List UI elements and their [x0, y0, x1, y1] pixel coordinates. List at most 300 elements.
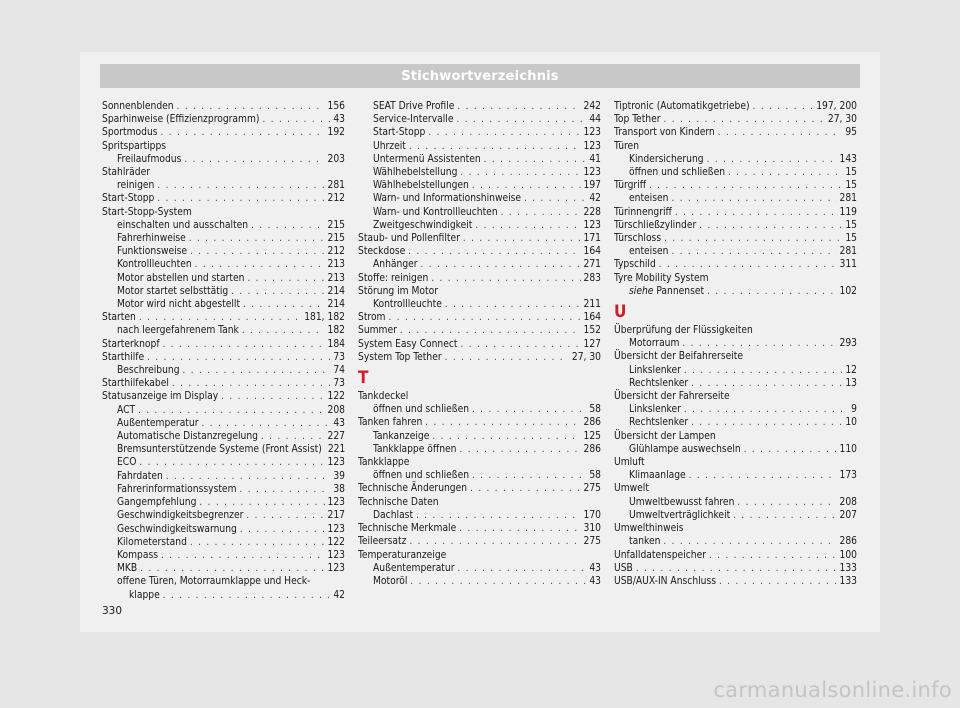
- index-term: Tanken fahren: [358, 417, 423, 429]
- dot-leader: [166, 470, 331, 483]
- dot-leader: [246, 509, 324, 522]
- index-entry: [614, 469, 857, 482]
- index-entry: [614, 272, 857, 285]
- index-term: Umwelthinweis: [614, 523, 684, 535]
- index-term: Freilaufmodus: [117, 153, 182, 165]
- page-reference: 42: [589, 193, 601, 205]
- index-term: Warn- und Kontrollleuchten: [373, 206, 498, 218]
- page-reference: 102: [839, 285, 857, 297]
- index-term: Staub- und Pollenfilter: [358, 233, 460, 245]
- dot-leader: [161, 549, 324, 562]
- index-entry: [614, 535, 857, 548]
- page-reference: 221: [327, 444, 346, 456]
- dot-leader: [432, 430, 580, 443]
- dot-leader: [699, 219, 842, 232]
- index-term: Außentemperatur: [117, 417, 199, 429]
- index-entry: [102, 285, 345, 298]
- index-term: Motoröl: [373, 575, 408, 587]
- dot-leader: [163, 338, 325, 351]
- page-reference: 73: [333, 351, 345, 363]
- page-reference: 310: [583, 523, 601, 535]
- index-entry: [614, 337, 857, 350]
- dot-leader: [461, 338, 581, 351]
- page-reference: 286: [839, 536, 857, 548]
- dot-leader: [457, 562, 586, 575]
- index-entry: [102, 549, 345, 562]
- index-entry: [614, 179, 857, 192]
- dot-leader: [472, 469, 586, 482]
- index-term: Starthilfe: [102, 351, 145, 363]
- page-reference: 281: [839, 246, 857, 258]
- index-term: Sonnenblenden: [102, 101, 174, 112]
- page-reference: 217: [327, 510, 345, 522]
- index-term: Beschreibung: [117, 365, 180, 377]
- index-entry: [358, 403, 601, 416]
- index-entry: [358, 416, 601, 429]
- index-term: Kontrollleuchten: [117, 259, 192, 271]
- index-term: Funktionsweise: [117, 246, 188, 258]
- index-term: Motor abstellen und starten: [117, 272, 245, 284]
- page-reference: 15: [845, 233, 857, 245]
- page-reference: 208: [327, 404, 345, 416]
- dot-leader: [691, 416, 842, 429]
- index-entry: [358, 219, 601, 232]
- dot-leader: [410, 575, 586, 588]
- dot-leader: [744, 443, 837, 456]
- index-term: Stoffe: reinigen: [358, 272, 429, 284]
- index-entry: [614, 126, 857, 139]
- index-term: Linkslenker: [629, 364, 681, 376]
- index-entry: [358, 443, 601, 456]
- index-term: MKB: [117, 563, 138, 575]
- index-entry: [614, 232, 857, 245]
- index-entry: [102, 351, 345, 364]
- index-entry: [102, 272, 345, 285]
- page-reference: 203: [327, 153, 345, 165]
- index-entry: [614, 522, 857, 535]
- index-entry: [358, 153, 601, 166]
- page-reference: 211: [583, 299, 601, 311]
- page-reference: 281: [839, 193, 857, 205]
- page-reference: 123: [583, 140, 601, 152]
- index-entry: [358, 562, 601, 575]
- index-entry: [102, 179, 345, 192]
- index-entry: [102, 417, 345, 430]
- page-reference: 123: [583, 127, 601, 139]
- page-reference: 15: [845, 167, 857, 179]
- index-term: Motor startet selbsttätig: [117, 285, 229, 297]
- dot-leader: [190, 536, 325, 549]
- dot-leader: [684, 403, 848, 416]
- index-entry: [614, 562, 857, 575]
- page-reference: 119: [839, 206, 857, 218]
- index-term: Türschließzylinder: [614, 219, 697, 231]
- index-term: tanken: [629, 536, 661, 548]
- page-reference: 164: [583, 246, 601, 258]
- dot-leader: [251, 219, 324, 232]
- index-entry: [358, 206, 601, 219]
- dot-leader: [728, 166, 842, 179]
- index-entry: [614, 403, 857, 416]
- index-entry: [358, 482, 601, 495]
- dot-leader: [201, 417, 330, 430]
- dot-leader: [195, 258, 325, 271]
- index-term: Glühlampe auswechseln: [629, 443, 741, 455]
- index-entry: [614, 509, 857, 522]
- dot-leader: [470, 482, 580, 495]
- page-reference: 182: [327, 325, 345, 337]
- index-entry: [102, 496, 345, 509]
- page-reference: 197: [583, 180, 601, 192]
- page-reference: 122: [327, 391, 345, 403]
- index-term: Tankklappe: [358, 457, 410, 469]
- index-entry: [614, 364, 857, 377]
- dot-leader: [157, 192, 324, 205]
- page-reference: 127: [583, 338, 601, 350]
- index-entry: [358, 258, 601, 271]
- index-entry: [358, 272, 601, 285]
- page-reference: 43: [333, 417, 345, 429]
- dot-leader: [675, 206, 837, 219]
- dot-leader: [416, 509, 580, 522]
- dot-leader: [408, 245, 580, 258]
- index-term: Anhänger: [373, 259, 418, 271]
- index-entry: [102, 153, 345, 166]
- index-entry: [358, 113, 601, 126]
- page-reference: 271: [583, 259, 601, 271]
- index-term: Wählhebelstellungen: [373, 180, 469, 192]
- page-reference: 286: [583, 417, 601, 429]
- index-entry: [102, 377, 345, 390]
- dot-leader: [689, 469, 837, 482]
- section-header: [100, 64, 860, 88]
- index-term: Transport von Kindern: [614, 127, 715, 139]
- index-entry: [102, 206, 345, 219]
- page-reference: 58: [589, 470, 601, 482]
- page-reference: 213: [327, 259, 345, 271]
- dot-leader: [199, 496, 324, 509]
- index-term: Service-Intervalle: [373, 114, 454, 126]
- index-term: Kontrollleuchte: [373, 299, 442, 311]
- index-term: Gangempfehlung: [117, 497, 197, 509]
- dot-leader: [243, 298, 324, 311]
- dot-leader: [719, 575, 836, 588]
- index-term: Türinnengriff: [614, 206, 672, 218]
- page-reference: 215: [327, 233, 345, 245]
- index-term: Störung im Motor: [358, 285, 438, 297]
- index-term: Typschild: [614, 259, 656, 271]
- index-term: Starthilfekabel: [102, 378, 169, 390]
- index-term: Sparhinweise (Effizienzprogramm): [102, 114, 260, 126]
- dot-leader: [139, 311, 301, 324]
- see-reference: siehe: [629, 285, 654, 297]
- index-entry: [614, 113, 857, 126]
- index-entry: [614, 496, 857, 509]
- page-reference: 181, 182: [304, 312, 345, 324]
- page-reference: 42: [333, 589, 345, 601]
- index-entry: [614, 456, 857, 469]
- dot-leader: [261, 430, 325, 443]
- dot-leader: [177, 100, 325, 113]
- dot-leader: [707, 285, 836, 298]
- index-term: SEAT Drive Profile: [373, 101, 455, 112]
- page-reference: 123: [583, 219, 601, 231]
- dot-leader: [409, 140, 581, 153]
- dot-leader: [445, 298, 581, 311]
- page-reference: 74: [333, 365, 345, 377]
- page-reference: 39: [333, 470, 345, 482]
- index-term: Strom: [358, 312, 386, 324]
- page-reference: 184: [327, 338, 345, 350]
- index-entry: [358, 351, 601, 364]
- index-term: Warn- und Informationshinweise: [373, 193, 522, 205]
- index-entry: [102, 324, 345, 337]
- page-reference: 311: [839, 259, 857, 271]
- page-reference: 43: [589, 562, 601, 574]
- page-reference: 15: [845, 219, 857, 231]
- index-entry: [102, 219, 345, 232]
- index-term: Tiptronic (Automatikgetriebe): [614, 101, 750, 112]
- page-reference: 227: [327, 431, 345, 443]
- index-entry: [358, 192, 601, 205]
- dot-leader: [190, 245, 324, 258]
- page-reference: 27, 30: [827, 114, 857, 126]
- dot-leader: [409, 535, 580, 548]
- index-term: Fahrdaten: [117, 470, 163, 482]
- index-entry: [102, 100, 345, 113]
- index-entry: [614, 443, 857, 456]
- index-term: Summer: [358, 325, 397, 337]
- index-term: Zweitgeschwindigkeit: [373, 219, 473, 231]
- dot-leader: [684, 364, 842, 377]
- dot-leader: [231, 285, 324, 298]
- dot-leader: [472, 179, 581, 192]
- dot-leader: [691, 377, 842, 390]
- page-reference: 123: [327, 549, 345, 561]
- index-term: öffnen und schließen: [373, 470, 470, 482]
- page-reference: 58: [589, 404, 601, 416]
- dot-leader: [445, 351, 569, 364]
- index-term: Automatische Distanzregelung: [117, 431, 258, 443]
- index-entry: [102, 456, 345, 469]
- index-entry: [614, 575, 857, 588]
- page-reference: 228: [583, 206, 601, 218]
- dot-leader: [184, 153, 324, 166]
- index-letter: T: [358, 368, 369, 389]
- page-reference: 173: [839, 470, 857, 482]
- index-entry: [102, 364, 345, 377]
- dot-leader: [636, 562, 837, 575]
- index-term: Start-Stopp: [373, 127, 426, 139]
- page-reference: 73: [333, 378, 345, 390]
- index-entry: [358, 179, 601, 192]
- index-entry: [102, 113, 345, 126]
- dot-leader: [459, 522, 580, 535]
- index-term: Tankdeckel: [358, 391, 409, 403]
- page-reference: 44: [589, 114, 601, 126]
- index-entry: [102, 166, 345, 179]
- page-reference: 293: [839, 338, 857, 350]
- index-entry: [358, 245, 601, 258]
- index-column-1: [102, 100, 345, 602]
- dot-leader: [421, 258, 581, 271]
- index-term: klappe: [129, 589, 160, 601]
- index-term: Statusanzeige im Display: [102, 391, 219, 403]
- index-term: ACT: [117, 404, 136, 416]
- index-term: System Top Tether: [358, 351, 442, 363]
- index-entry: [358, 100, 601, 113]
- index-entry: [358, 298, 601, 311]
- index-entry: [358, 324, 601, 337]
- page-reference: 143: [839, 153, 857, 165]
- index-term: Geschwindigkeitswarnung: [117, 523, 237, 535]
- index-term: Starten: [102, 312, 136, 324]
- index-term: Übersicht der Fahrerseite: [614, 391, 730, 403]
- dot-leader: [183, 364, 331, 377]
- dot-leader: [139, 456, 324, 469]
- index-term: einschalten und ausschalten: [117, 219, 249, 231]
- dot-leader: [425, 416, 580, 429]
- page-reference: 123: [327, 457, 345, 469]
- index-entry: [614, 285, 857, 298]
- section-title: Stichwortverzeichnis: [401, 68, 559, 84]
- dot-leader: [484, 153, 587, 166]
- index-entry: [614, 140, 857, 153]
- index-term: Umluft: [614, 457, 645, 469]
- dot-leader: [664, 113, 825, 126]
- page-reference: 213: [327, 272, 345, 284]
- dot-leader: [428, 126, 580, 139]
- index-term: Klimaanlage: [629, 470, 686, 482]
- index-entry: [358, 430, 601, 443]
- page-reference: 281: [327, 180, 345, 192]
- index-entry: [358, 522, 601, 535]
- page-reference: 192: [327, 127, 345, 139]
- page-reference: 171: [583, 233, 601, 245]
- see-target: Pannenset: [653, 285, 705, 297]
- index-entry: [358, 311, 601, 324]
- page-reference: 133: [839, 562, 857, 574]
- dot-leader: [240, 523, 325, 536]
- index-entry: [614, 390, 857, 403]
- dot-leader: [157, 179, 324, 192]
- index-term: Rechtslenker: [629, 417, 689, 429]
- index-term: Start-Stopp-System: [102, 206, 192, 218]
- index-term: Bremsunterstützende Systeme (Front Assist): [117, 444, 322, 456]
- index-entry: [102, 192, 345, 205]
- dot-leader: [649, 179, 842, 192]
- index-term: Umweltbewusst fahren: [629, 496, 735, 508]
- page-reference: 212: [327, 246, 345, 258]
- index-column-2: [358, 100, 601, 588]
- index-term: nach leergefahrenem Tank: [117, 325, 239, 337]
- index-entry: [358, 285, 601, 298]
- index-entry: [358, 496, 601, 509]
- index-term: Teileersatz: [358, 536, 407, 548]
- index-entry: [102, 245, 345, 258]
- index-term: Umwelt: [614, 483, 649, 495]
- index-column-3: [614, 100, 857, 588]
- index-entry: [614, 549, 857, 562]
- index-entry: [614, 430, 857, 443]
- dot-leader: [172, 377, 330, 390]
- page-reference: 164: [583, 312, 601, 324]
- index-term: Kindersicherung: [629, 153, 704, 165]
- page-reference: 207: [839, 509, 857, 521]
- index-term: USB: [614, 562, 633, 574]
- dot-leader: [389, 311, 581, 324]
- index-term: Technische Daten: [358, 496, 439, 508]
- index-term: Motorraum: [629, 338, 680, 350]
- index-entry: [614, 482, 857, 495]
- index-term: Fahrerhinweise: [117, 233, 186, 245]
- page-reference: 123: [583, 167, 601, 179]
- dot-leader: [664, 232, 842, 245]
- dot-leader: [240, 483, 331, 496]
- page-reference: 122: [327, 536, 345, 548]
- dot-leader: [718, 126, 843, 139]
- index-entry: [358, 390, 601, 403]
- index-term: Uhrzeit: [373, 140, 406, 152]
- page-reference: 100: [839, 549, 857, 561]
- index-term: offene Türen, Motorraumklappe und Heck-: [117, 576, 311, 588]
- index-entry: [614, 153, 857, 166]
- dot-leader: [737, 496, 836, 509]
- index-term: öffnen und schließen: [629, 167, 726, 179]
- index-term: Umweltverträglichkeit: [629, 509, 731, 521]
- index-entry: [102, 126, 345, 139]
- page-reference: 9: [851, 404, 857, 416]
- index-term: Spritspartipps: [102, 140, 167, 152]
- index-term: System Easy Connect: [358, 338, 458, 350]
- index-term: Kilometerstand: [117, 536, 187, 548]
- dot-leader: [663, 535, 836, 548]
- page-reference: 215: [327, 219, 345, 231]
- page-reference: 38: [333, 483, 345, 495]
- index-entry: [102, 430, 345, 443]
- index-entry: [358, 140, 601, 153]
- page-reference: 197, 200: [816, 101, 857, 112]
- dot-leader: [524, 192, 586, 205]
- index-entry: [614, 100, 857, 113]
- index-entry: [102, 509, 345, 522]
- index-entry: [102, 390, 345, 403]
- dot-leader: [463, 232, 581, 245]
- page-reference: 208: [839, 496, 857, 508]
- index-term: Steckdose: [358, 246, 406, 258]
- index-term: USB/AUX-IN Anschluss: [614, 575, 717, 587]
- dot-leader: [161, 126, 325, 139]
- index-term: öffnen und schließen: [373, 404, 470, 416]
- page-reference: 15: [845, 180, 857, 192]
- index-entry: [102, 536, 345, 549]
- dot-leader: [475, 219, 580, 232]
- page-reference: 43: [589, 575, 601, 587]
- index-entry: [102, 258, 345, 271]
- index-entry: [102, 483, 345, 496]
- dot-leader: [753, 100, 814, 113]
- page-reference: 10: [845, 417, 857, 429]
- index-term: Sportmodus: [102, 127, 158, 139]
- index-entry: [358, 549, 601, 562]
- page-reference: 110: [839, 443, 857, 455]
- dot-leader: [472, 403, 586, 416]
- page-reference: 214: [327, 285, 345, 297]
- index-term: Außentemperatur: [373, 562, 455, 574]
- index-entry: [358, 338, 601, 351]
- index-entry: [614, 166, 857, 179]
- index-entry: [102, 443, 345, 456]
